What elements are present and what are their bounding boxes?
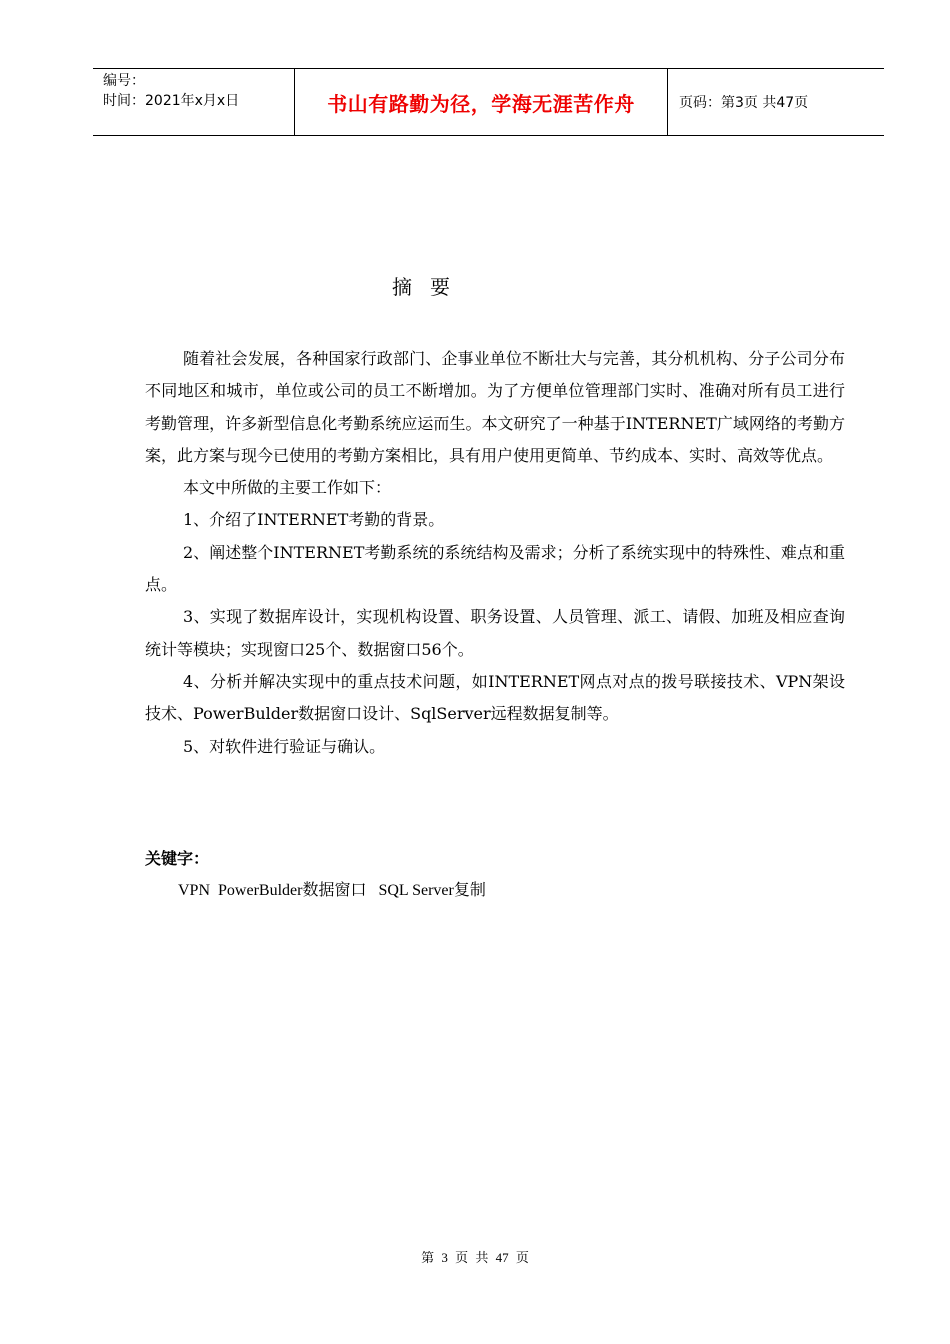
keywords-values: VPN PowerBulder数据窗口 SQL Server复制 [178, 882, 486, 899]
motto-text: 书山有路勤为径，学海无涯苦作舟 [327, 91, 635, 116]
work-intro: 本文中所做的主要工作如下： [183, 478, 392, 498]
keywords-label: 关键字： [145, 849, 210, 868]
page-header [93, 68, 884, 136]
abstract-title: 摘要 [392, 275, 468, 299]
header-motto-cell [295, 69, 668, 135]
page-info: 页码：第3页 共47页 [679, 95, 809, 111]
abstract-paragraph: 随着社会发展，各种国家行政部门、企事业单位不断壮大与完善，其分机机构、分子公司分布不同地区和城市，单位或公司的员工不断增加。为了方便单位管理部门实时、准确对所有员工进行考勤管理，许多新型信息化考勤系统应运而生。本文研究了一种基于INTERNET广域网络的考勤方案，此方案与现今已使用的考勤方案相比，具有用户使用更简单、节约成本、实时、高效等优点。 [145, 349, 845, 465]
work-item-5: 5、对软件进行验证与确认。 [183, 736, 386, 756]
header-meta-cell [93, 69, 295, 135]
time-label: 时间：2021年x月x日 [103, 93, 240, 109]
abstract-body [145, 343, 845, 763]
header-page-cell [668, 69, 884, 135]
work-item-2: 2、阐述整个INTERNET考勤系统的系统结构及需求；分析了系统实现中的特殊性、难点和重点。 [145, 542, 845, 595]
page-footer: 第 3 页 共 47 页 [421, 1250, 529, 1265]
work-item-1: 1、介绍了INTERNET考勤的背景。 [183, 510, 445, 530]
work-item-4: 4、分析并解决实现中的重点技术问题，如INTERNET网点对点的拨号联接技术、VPN架设技术、PowerBulder数据窗口设计、SqlServer远程数据复制等。 [145, 671, 845, 724]
work-item-3: 3、实现了数据库设计，实现机构设置、职务设置、人员管理、派工、请假、加班及相应查询统计等模块；实现窗口25个、数据窗口56个。 [145, 607, 845, 659]
number-label: 编号： [103, 73, 145, 89]
